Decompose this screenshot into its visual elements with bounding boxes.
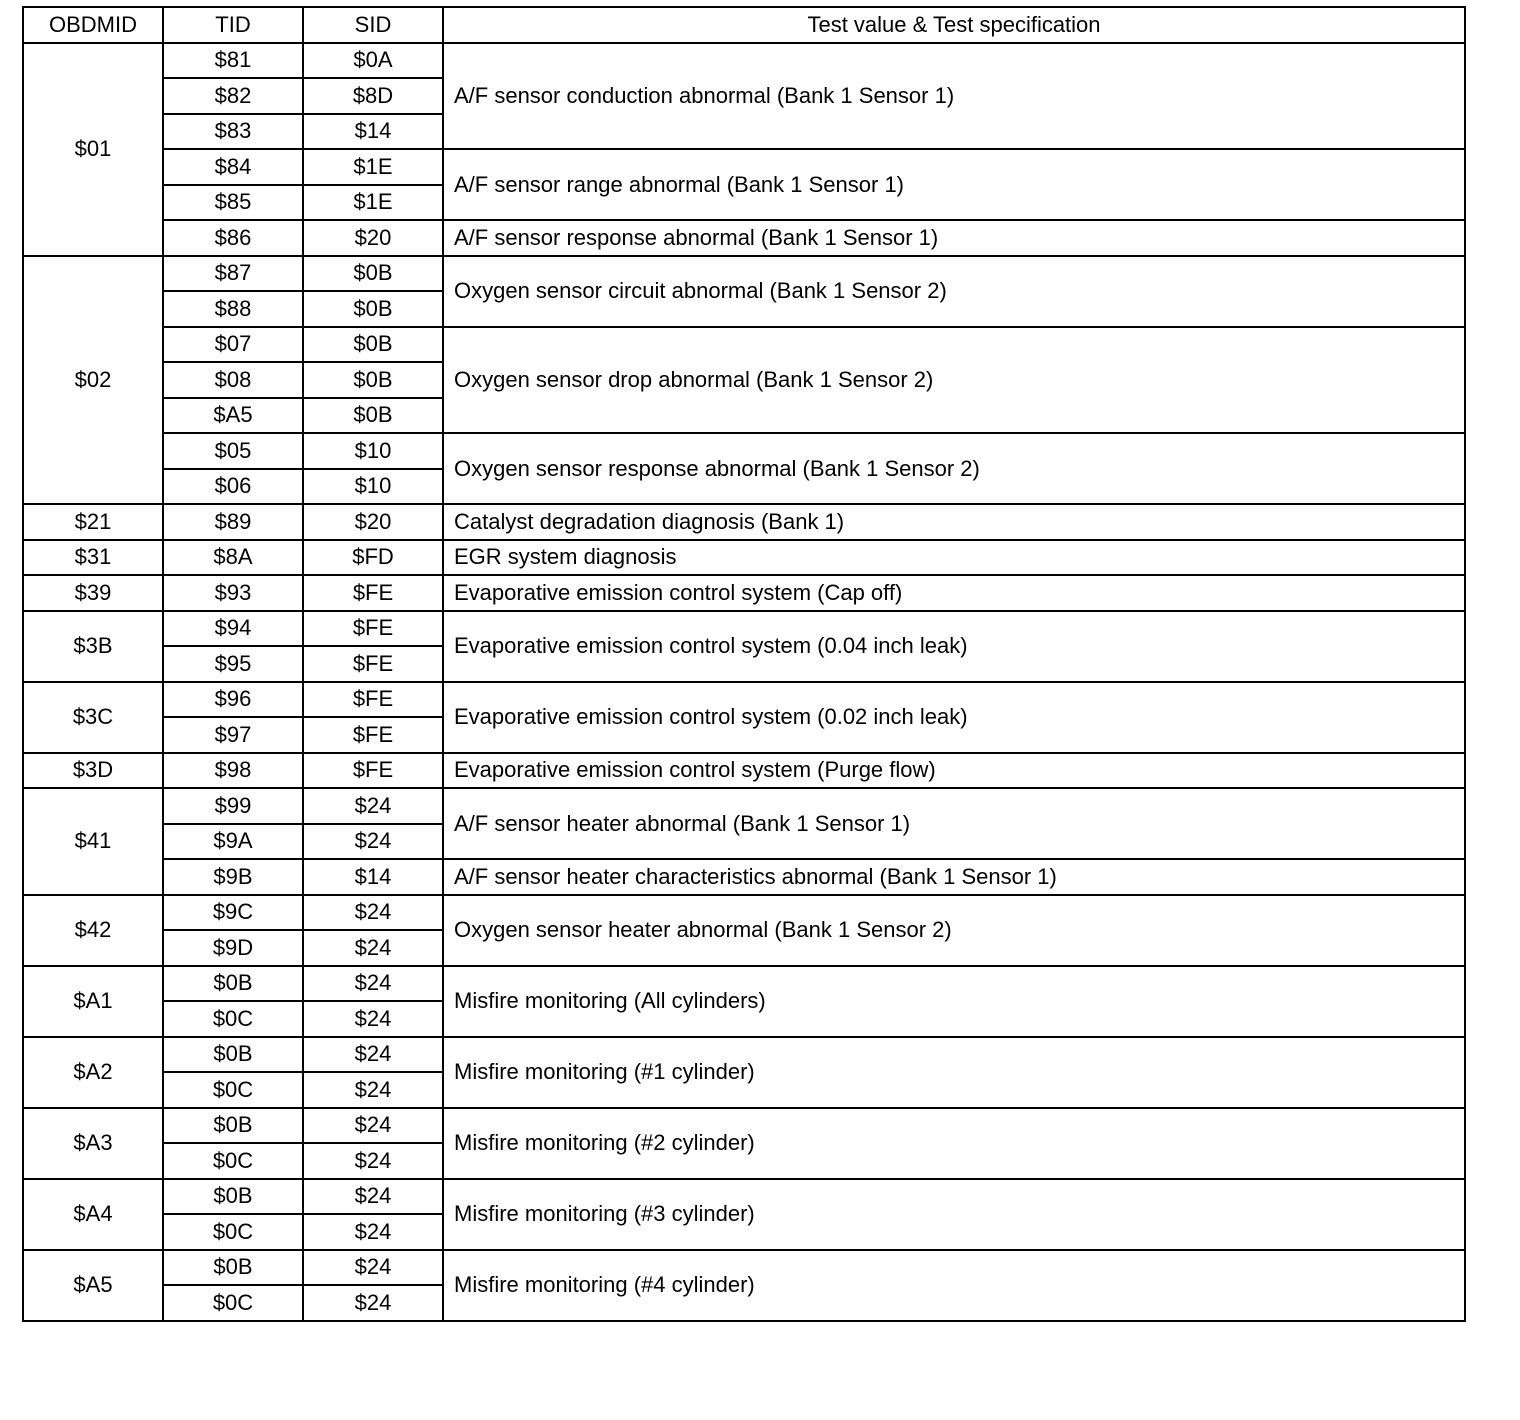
tid-cell: $89 bbox=[163, 504, 303, 540]
tid-cell: $96 bbox=[163, 682, 303, 718]
sid-cell: $FE bbox=[303, 753, 443, 789]
tid-cell: $0C bbox=[163, 1072, 303, 1108]
sid-cell: $14 bbox=[303, 114, 443, 150]
sid-cell: $24 bbox=[303, 824, 443, 860]
header-sid: SID bbox=[303, 7, 443, 43]
table-row bbox=[23, 256, 1465, 292]
table-row bbox=[23, 149, 1465, 185]
tid-cell: $0C bbox=[163, 1001, 303, 1037]
tid-cell: $0B bbox=[163, 1250, 303, 1286]
sid-cell: $FE bbox=[303, 611, 443, 647]
sid-cell: $0B bbox=[303, 362, 443, 398]
sid-cell: $24 bbox=[303, 1108, 443, 1144]
tid-cell: $9D bbox=[163, 930, 303, 966]
tid-cell: $95 bbox=[163, 646, 303, 682]
table-row bbox=[23, 220, 1465, 256]
tid-cell: $9B bbox=[163, 859, 303, 895]
tid-cell: $A5 bbox=[163, 398, 303, 434]
table-row bbox=[23, 895, 1465, 931]
tid-cell: $07 bbox=[163, 327, 303, 363]
spec-cell: A/F sensor range abnormal (Bank 1 Sensor 1) bbox=[443, 149, 1465, 220]
obdmid-cell: $42 bbox=[23, 895, 163, 966]
obdmid-cell: $A5 bbox=[23, 1250, 163, 1321]
table-row bbox=[23, 540, 1465, 576]
spec-cell: A/F sensor heater abnormal (Bank 1 Sensor 1) bbox=[443, 788, 1465, 859]
tid-cell: $0C bbox=[163, 1285, 303, 1321]
obdmid-cell: $31 bbox=[23, 540, 163, 576]
spec-cell: Misfire monitoring (#3 cylinder) bbox=[443, 1179, 1465, 1250]
tid-cell: $9C bbox=[163, 895, 303, 931]
spec-cell: Evaporative emission control system (Cap off) bbox=[443, 575, 1465, 611]
tid-cell: $06 bbox=[163, 469, 303, 505]
sid-cell: $24 bbox=[303, 1072, 443, 1108]
sid-cell: $FD bbox=[303, 540, 443, 576]
sid-cell: $14 bbox=[303, 859, 443, 895]
table-row bbox=[23, 788, 1465, 824]
table-row bbox=[23, 1108, 1465, 1144]
obdmid-cell: $39 bbox=[23, 575, 163, 611]
table-row bbox=[23, 753, 1465, 789]
spec-cell: Oxygen sensor circuit abnormal (Bank 1 Sensor 2) bbox=[443, 256, 1465, 327]
tid-cell: $86 bbox=[163, 220, 303, 256]
tid-cell: $81 bbox=[163, 43, 303, 79]
header-spec: Test value & Test specification bbox=[443, 7, 1465, 43]
obdmid-cell: $3C bbox=[23, 682, 163, 753]
obdmid-cell: $41 bbox=[23, 788, 163, 895]
tid-cell: $88 bbox=[163, 291, 303, 327]
spec-cell: Oxygen sensor heater abnormal (Bank 1 Sensor 2) bbox=[443, 895, 1465, 966]
sid-cell: $24 bbox=[303, 1214, 443, 1250]
spec-cell: Misfire monitoring (#1 cylinder) bbox=[443, 1037, 1465, 1108]
obdmid-cell: $02 bbox=[23, 256, 163, 505]
spec-cell: Evaporative emission control system (Purge flow) bbox=[443, 753, 1465, 789]
tid-cell: $0C bbox=[163, 1214, 303, 1250]
table-row bbox=[23, 575, 1465, 611]
sid-cell: $24 bbox=[303, 1143, 443, 1179]
spec-cell: Catalyst degradation diagnosis (Bank 1) bbox=[443, 504, 1465, 540]
spec-cell: A/F sensor response abnormal (Bank 1 Sensor 1) bbox=[443, 220, 1465, 256]
tid-cell: $0C bbox=[163, 1143, 303, 1179]
sid-cell: $24 bbox=[303, 966, 443, 1002]
obdmid-table bbox=[22, 6, 1466, 1322]
tid-cell: $99 bbox=[163, 788, 303, 824]
table-row bbox=[23, 1179, 1465, 1215]
sid-cell: $10 bbox=[303, 433, 443, 469]
tid-cell: $0B bbox=[163, 1037, 303, 1073]
tid-cell: $08 bbox=[163, 362, 303, 398]
sid-cell: $24 bbox=[303, 1001, 443, 1037]
tid-cell: $85 bbox=[163, 185, 303, 221]
obdmid-cell: $A3 bbox=[23, 1108, 163, 1179]
tid-cell: $9A bbox=[163, 824, 303, 860]
obdmid-cell: $21 bbox=[23, 504, 163, 540]
sid-cell: $20 bbox=[303, 504, 443, 540]
table-row bbox=[23, 504, 1465, 540]
tid-cell: $0B bbox=[163, 966, 303, 1002]
obdmid-cell: $A4 bbox=[23, 1179, 163, 1250]
header-row bbox=[23, 7, 1465, 43]
sid-cell: $20 bbox=[303, 220, 443, 256]
sid-cell: $24 bbox=[303, 1037, 443, 1073]
spec-cell: Evaporative emission control system (0.04 inch leak) bbox=[443, 611, 1465, 682]
sid-cell: $0B bbox=[303, 256, 443, 292]
table-header bbox=[23, 7, 1465, 43]
sid-cell: $FE bbox=[303, 717, 443, 753]
sid-cell: $1E bbox=[303, 185, 443, 221]
sid-cell: $24 bbox=[303, 930, 443, 966]
spec-cell: Oxygen sensor drop abnormal (Bank 1 Sensor 2) bbox=[443, 327, 1465, 434]
sid-cell: $24 bbox=[303, 1285, 443, 1321]
table-row bbox=[23, 43, 1465, 79]
spec-cell: Misfire monitoring (All cylinders) bbox=[443, 966, 1465, 1037]
sid-cell: $10 bbox=[303, 469, 443, 505]
tid-cell: $82 bbox=[163, 78, 303, 114]
sid-cell: $0B bbox=[303, 291, 443, 327]
table-row bbox=[23, 682, 1465, 718]
table-row bbox=[23, 859, 1465, 895]
tid-cell: $83 bbox=[163, 114, 303, 150]
tid-cell: $94 bbox=[163, 611, 303, 647]
spec-cell: Oxygen sensor response abnormal (Bank 1 Sensor 2) bbox=[443, 433, 1465, 504]
sid-cell: $8D bbox=[303, 78, 443, 114]
tid-cell: $0B bbox=[163, 1108, 303, 1144]
tid-cell: $98 bbox=[163, 753, 303, 789]
obdmid-cell: $A2 bbox=[23, 1037, 163, 1108]
table-row bbox=[23, 611, 1465, 647]
spec-cell: A/F sensor conduction abnormal (Bank 1 Sensor 1) bbox=[443, 43, 1465, 150]
spec-cell: A/F sensor heater characteristics abnormal (Bank 1 Sensor 1) bbox=[443, 859, 1465, 895]
obdmid-cell: $3D bbox=[23, 753, 163, 789]
sid-cell: $24 bbox=[303, 895, 443, 931]
spec-cell: Misfire monitoring (#4 cylinder) bbox=[443, 1250, 1465, 1321]
spec-cell: EGR system diagnosis bbox=[443, 540, 1465, 576]
table-row bbox=[23, 1037, 1465, 1073]
tid-cell: $05 bbox=[163, 433, 303, 469]
sid-cell: $24 bbox=[303, 1179, 443, 1215]
sid-cell: $24 bbox=[303, 788, 443, 824]
header-tid: TID bbox=[163, 7, 303, 43]
tid-cell: $8A bbox=[163, 540, 303, 576]
table-row bbox=[23, 966, 1465, 1002]
obdmid-cell: $A1 bbox=[23, 966, 163, 1037]
obdmid-cell: $3B bbox=[23, 611, 163, 682]
sid-cell: $FE bbox=[303, 682, 443, 718]
sid-cell: $1E bbox=[303, 149, 443, 185]
sid-cell: $0A bbox=[303, 43, 443, 79]
sid-cell: $FE bbox=[303, 575, 443, 611]
tid-cell: $0B bbox=[163, 1179, 303, 1215]
sid-cell: $0B bbox=[303, 398, 443, 434]
table-body bbox=[23, 43, 1465, 1321]
table-row bbox=[23, 433, 1465, 469]
table-row bbox=[23, 327, 1465, 363]
tid-cell: $87 bbox=[163, 256, 303, 292]
tid-cell: $84 bbox=[163, 149, 303, 185]
spec-cell: Misfire monitoring (#2 cylinder) bbox=[443, 1108, 1465, 1179]
table-row bbox=[23, 1250, 1465, 1286]
tid-cell: $93 bbox=[163, 575, 303, 611]
obdmid-cell: $01 bbox=[23, 43, 163, 256]
spec-cell: Evaporative emission control system (0.02 inch leak) bbox=[443, 682, 1465, 753]
sid-cell: $0B bbox=[303, 327, 443, 363]
sid-cell: $24 bbox=[303, 1250, 443, 1286]
sid-cell: $FE bbox=[303, 646, 443, 682]
tid-cell: $97 bbox=[163, 717, 303, 753]
header-obdmid: OBDMID bbox=[23, 7, 163, 43]
